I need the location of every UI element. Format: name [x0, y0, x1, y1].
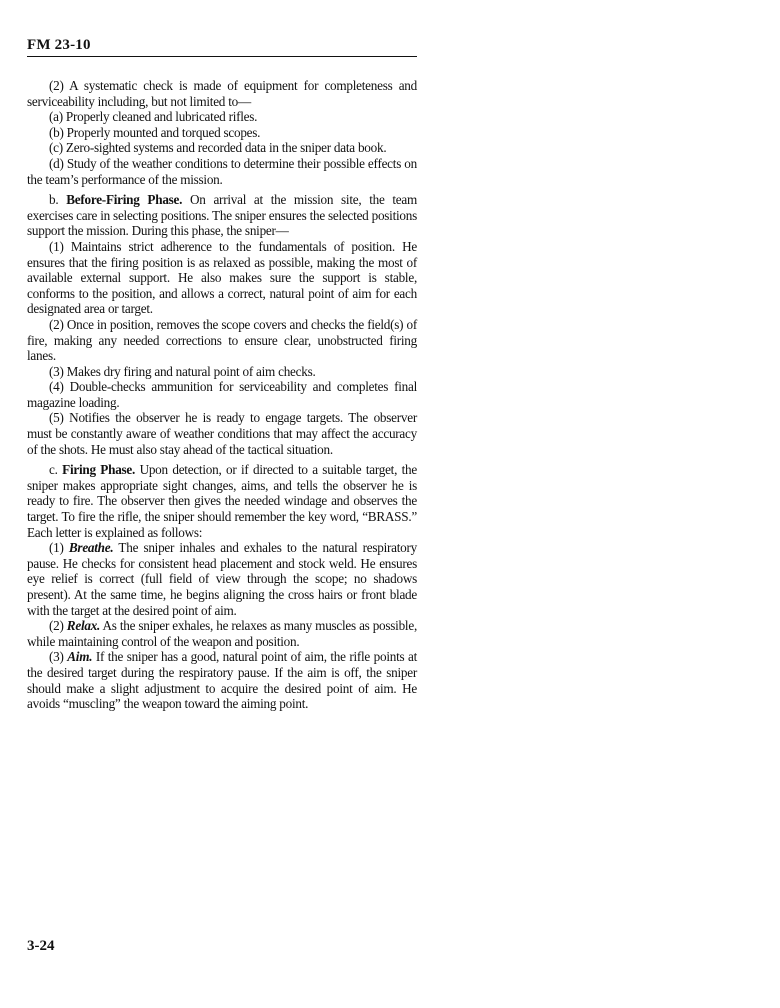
list-item: (2) Once in position, removes the scope covers and checks the field(s) of fire, making any needed corrections to ensure clear, unobstructed firing lanes. [27, 316, 417, 364]
section-firing-phase [27, 462, 417, 540]
section-heading: Firing Phase. [62, 462, 136, 478]
list-item-relax [27, 618, 417, 649]
list-item: (1) Maintains strict adherence to the fundamentals of position. He ensures that the firing position is as relaxed as possible, making the most of available external support. He also makes sure the support is stable, conforms to the position, and allows a correct, natural point of aim for each designated area or target. [27, 238, 417, 317]
list-item: (a) Properly cleaned and lubricated rifles. [49, 109, 258, 125]
item-heading: Aim. [67, 649, 93, 665]
section-prefix: c. [49, 462, 63, 478]
paragraph-equipment-check: (2) A systematic check is made of equipment for completeness and serviceability including, but not limited to— [27, 78, 417, 109]
list-item: (4) Double-checks ammunition for serviceability and completes final magazine loading. [27, 379, 417, 410]
list-item-aim [27, 649, 417, 711]
page-body [27, 78, 417, 712]
list-item-breathe [27, 540, 417, 618]
item-prefix: (3) [49, 649, 68, 665]
item-text: The sniper inhales and exhales to the natural respiratory pause. He checks for consistent head placement and stock weld. He ensures eye relief is correct (full field of view through the scope; no shadows present). At the same time, he begins aligning the cross hairs or front blade with the target at the desired point of aim. [27, 540, 417, 618]
section-heading: Before-Firing Phase. [66, 192, 183, 208]
section-before-firing [27, 192, 417, 239]
item-heading: Relax. [66, 618, 101, 634]
section-prefix: b. [49, 192, 67, 208]
page-number: 3-24 [27, 938, 55, 954]
item-prefix: (1) [49, 540, 69, 556]
item-text: As the sniper exhales, he relaxes as many muscles as possible, while maintaining control of the weapon and position. [27, 618, 417, 649]
document-title: FM 23-10 [27, 37, 91, 53]
item-heading: Breathe. [68, 540, 114, 556]
list-item: (d) Study of the weather conditions to determine their possible effects on the team’s performance of the mission. [27, 155, 417, 187]
section-text: On arrival at the mission site, the team exercises care in selecting positions. The sniper ensures the selected positions support the mission. During this phase, the sniper— [27, 192, 417, 239]
item-text: If the sniper has a good, natural point of aim, the rifle points at the desired target during the respiratory pause. If the aim is off, the sniper should make a slight adjustment to acquire the desired point of aim. He avoids “muscling” the weapon toward the aiming point. [27, 649, 417, 712]
item-prefix: (2) [49, 618, 67, 634]
section-text: Upon detection, or if directed to a suitable target, the sniper makes appropriate sight changes, aims, and tells the observer he is ready to fire. The observer then gives the needed windage and observes the target. To fire the rifle, the sniper should remember the key word, “BRASS.” Each letter is explained as follows: [27, 462, 417, 540]
list-item: (c) Zero-sighted systems and recorded data in the sniper data book. [49, 140, 387, 156]
list-item: (3) Makes dry firing and natural point of aim checks. [49, 363, 316, 379]
list-item: (5) Notifies the observer he is ready to engage targets. The observer must be constantly aware of weather conditions that may affect the accuracy of the shots. He must also stay ahead of the tactical situation. [27, 410, 417, 457]
page-header [27, 36, 417, 57]
list-item: (b) Properly mounted and torqued scopes. [49, 124, 261, 140]
